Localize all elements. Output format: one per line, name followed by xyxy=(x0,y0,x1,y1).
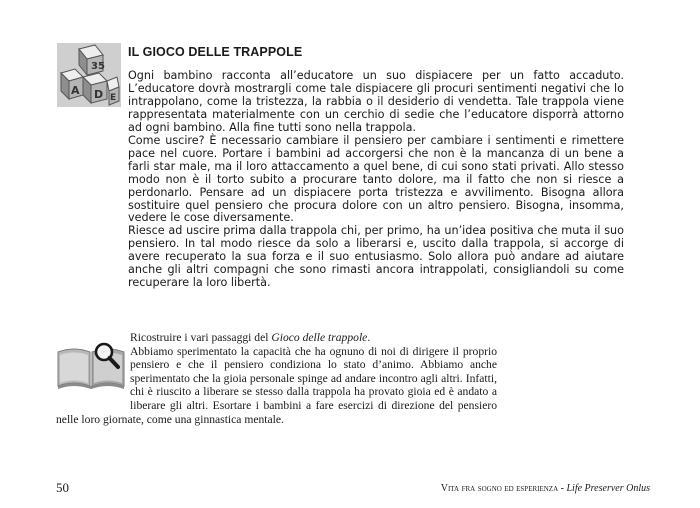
section-body xyxy=(128,70,624,290)
block-letter: D xyxy=(94,88,104,101)
footer-credit xyxy=(441,483,650,494)
footer-series: Vita fra sogno ed esperienza xyxy=(440,483,559,494)
footer-publisher: Life Preserver Onlus xyxy=(566,483,650,494)
section-title: IL GIOCO DELLE TRAPPOLE xyxy=(128,45,303,59)
footer-separator: - xyxy=(558,483,567,494)
note-intro-text: Ricostruire i vari passaggi del xyxy=(130,331,272,344)
block-letter: A xyxy=(71,84,80,97)
body-paragraph: Riesce ad uscire prima dalla trappola chi, per primo, ha un’idea positiva che muta il suo pensiero. In tal modo riesce da solo a liberarsi e, uscito dalla trappola, si accorge di avere recuperato la sua forza e il suo entusiasmo. Solo allora può andare ad aiutare anche gli altri compagni che sono rimasti ancora intrappolati, consigliandoli su come recuperare la loro libertà. xyxy=(128,224,624,290)
alphabet-blocks-icon xyxy=(57,43,121,107)
note-intro-end: . xyxy=(367,331,371,344)
page-number: 50 xyxy=(56,480,69,495)
block-letter: 35 xyxy=(91,61,105,72)
note-block xyxy=(56,331,497,426)
note-intro-title: Gioco delle trappole xyxy=(271,331,368,344)
block-letter: E xyxy=(110,93,117,103)
icon-spacer xyxy=(56,331,130,399)
note-body: Abbiamo sperimentato la capacità che ha ognuno di noi di dirigere il proprio pensiero e che il pensiero condiziona lo stato d’animo. Abbiamo anche sperimentato che la gioia personale spinge ad andare incontro agli altri. Infatti, chi è riuscito a liberare se stesso dalla trappola ha provato gioia ed è andato a liberare gli altri. Esortare i bambini a fare esercizi di direzione del pensiero nelle loro giornate, come una ginnastica mentale. xyxy=(56,344,497,426)
body-paragraph: Come uscire? È necessario cambiare il pensiero per cambiare i sentimenti e rimettere pace nel cuore. Portare i bambini ad accorgersi che non è la mancanza di un bene a farli star male, ma il loro attaccamento a quel bene, di cui sono stati privati. Allo stesso modo non è il torto subito a procurare tanto dolore, ma il fatto che non si riesce a perdonarlo. Pensare ad un dispiacere porta tristezza e avvilimento. Bisogna allora sostituire quel pensiero che procura dolore con un altro pensiero. Bisogna, insomma, vedere le cose diversamente. xyxy=(128,133,624,225)
body-paragraph: Ogni bambino racconta all’educatore un suo dispiacere per un fatto accaduto. L’educatore dovrà mostrargli come tale dispiacere gli procuri sentimenti negativi che lo intrappolano, come la tristezza, la rabbia o il desiderio di vendetta. Tale trappola viene rappresentata materialmente con un cerchio di sedie che l’educatore disporrà attorno ad ogni bambino. Alla fine tutti sono nella trappola. xyxy=(128,69,624,134)
